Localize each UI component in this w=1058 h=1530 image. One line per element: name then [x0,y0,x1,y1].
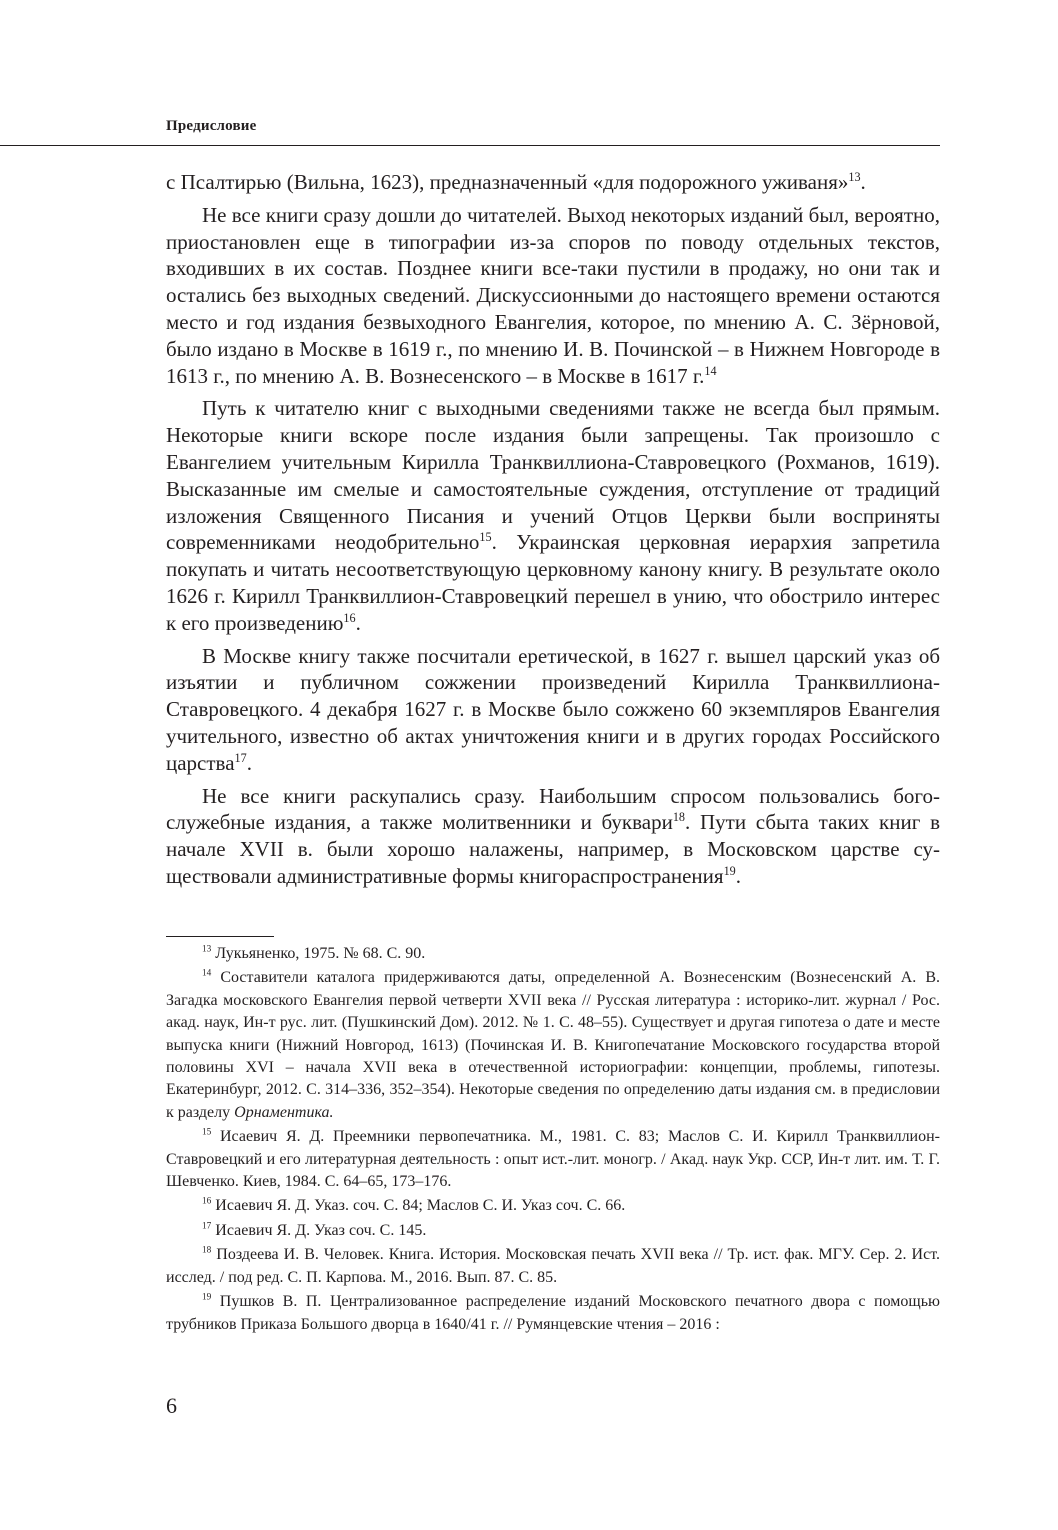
header-rule [0,145,940,146]
footnote-18 [166,1244,940,1289]
paragraph-tail: . [860,170,866,194]
paragraph-5 [166,783,940,890]
footnote-text: Исаевич Я. Д. Преемники первопечатника. М., 1981. С. 83; Маслов С. И. Кирилл Транквиллион-Ставровецкий и его литературная деятельность : опыт ист.-лит. моногр. / Акад. наук Укр. ССР, Ин-т лит. им. Т. Г. Шевченко. Киев, 1984. С. 64–65, 173–176. [166,1128,940,1191]
paragraph-tail-2: . [735,863,741,888]
footnote-text: Составители каталога придерживаются даты, определенной А. Вознесенским (Вознесенский А. В. Загадка московского Евангелия первой четверти XVII века // Русская литература : историко-лит. журнал / Рос. акад. наук, Ин-т рус. лит. (Пушкинский Дом). 2012. № 1. С. 48–55). Существует и другая гипотеза о дате и месте выпуска книги (Нижний Новгород, 1613) (Починская И. В. Книгопечатание Московского государства второй половины XVI – начала XVII века в отечественной историографии: концепции, проблемы, гипотезы. Екатеринбург, 2012. С. 314–336, 352–354). Некоторые сведения по определению даты издания см. в предисловии к разделу [166,969,940,1121]
footnote-number: 18 [202,1245,212,1256]
footnote-text: Исаевич Я. Д. Указ. соч. С. 84; Маслов С. И. Указ соч. С. 66. [211,1197,626,1215]
footnote-15 [166,1126,940,1193]
paragraph-tail: . Пути сбыта таких книг в начале XVII в. были хорошо налажены, например, в Московском царстве существовали административные формы книгораспространения [166,810,940,888]
paragraph-text: Не все книги раскупались сразу. Наибольшим спросом пользовались богослужебные издания, а также молитвенники и буквари [166,783,940,835]
paragraph-2 [166,202,940,390]
footnote-19 [166,1291,940,1336]
paragraph-tail: . [246,750,252,775]
footnote-number: 16 [202,1197,212,1208]
footnote-14 [166,967,940,1124]
paragraph-3 [166,395,940,636]
page-number: 6 [166,1393,177,1418]
paragraph-1 [166,169,940,196]
footnote-text: Исаевич Я. Д. Указ соч. С. 145. [211,1221,427,1239]
footnote-ref-16: 16 [343,610,356,625]
footnote-ref-17: 17 [234,750,247,765]
footnotes [166,943,940,1338]
footnote-ref-14: 14 [704,363,717,378]
footnote-13 [166,943,940,965]
paragraph-text: В Москве книгу также посчитали еретической, в 1627 г. вышел царский указ об изъятии и публичном сожжении произведений Кирилла Транквиллиона-Ставровецкого. 4 декабря 1627 г. в Москве было сожжено 60 экземпляров Евангелия учительного, известно об актах уничтожения книги и в других городах Российского царства [166,643,940,775]
paragraph-4 [166,643,940,777]
footnote-italic-title: Орнаментика. [234,1103,334,1121]
footnote-ref-19: 19 [723,863,736,878]
paragraph-text: Не все книги сразу дошли до читателей. Выход некоторых изданий был, вероятно, приостановлен еще в типографии из-за споров по поводу отдельных текстов, входивших в их состав. Позднее книги все-таки пустили в продажу, но они так и остались без выходных сведений. Дискуссионными до настоящего времени остаются место и год издания безвыходного Евангелия, которое, по мнению А. С. Зёрновой, было издано в Москве в 1619 г., по мнению И. В. Починской – в Нижнем Новгороде в 1613 г., по мнению А. В. Вознесенского – в Москве в 1617 г. [166,202,940,388]
paragraph-text: Путь к читателю книг с выходными сведениями также не всегда был прямым. Некоторые книги вскоре после издания были запрещены. Так произошло с Евангелием учительным Кирилла Транквиллиона-Ставровецкого (Рохманов, 1619). Высказанные им смелые и самостоятельные суждения, отступление от традиций изложения Священного Писания и учений Отцов Церкви были восприняты современниками неодобрительно [166,396,940,555]
footnote-ref-13: 13 [848,170,861,184]
paragraph-tail: . Украинская церковная иерархия запретила покупать и читать несоответствующую церковному канону книгу. В результате около 1626 г. Кирилл Транквиллион-Ставровецкий перешел в унию, что обострило интерес к его произведению [166,530,940,635]
footnote-number: 15 [202,1127,212,1138]
paragraph-tail-2: . [355,610,361,635]
footnote-ref-18: 18 [672,810,686,825]
footnote-17 [166,1220,940,1242]
footnote-16 [166,1195,940,1217]
footnote-text: Поздеева И. В. Человек. Книга. История. Московская печать XVII века // Тр. ист. фак. МГУ. Сер. 2. Ист. исслед. / под ред. С. П. Карпова. М., 2016. Вып. 87. С. 85. [166,1246,940,1286]
footnote-number: 19 [202,1292,212,1303]
footnote-number: 13 [202,944,212,955]
footnote-ref-15: 15 [479,530,492,545]
paragraph-text: с Псалтирью (Вильна, 1623), предназначенный «для подорожного уживаня» [166,170,849,194]
footnote-number: 17 [202,1221,212,1232]
footnote-rule [166,936,274,937]
footnote-text: Пушков В. П. Централизованное распределение изданий Московского печатного двора с помощью трубников Приказа Большого дворца в 1640/41 г. // Румянцевские чтения – 2016 : [166,1293,940,1333]
footnote-text: Лукьяненко, 1975. № 68. С. 90. [211,945,426,962]
footnote-number: 14 [202,969,212,980]
main-text [166,169,940,896]
running-title: Предисловие [166,118,257,134]
